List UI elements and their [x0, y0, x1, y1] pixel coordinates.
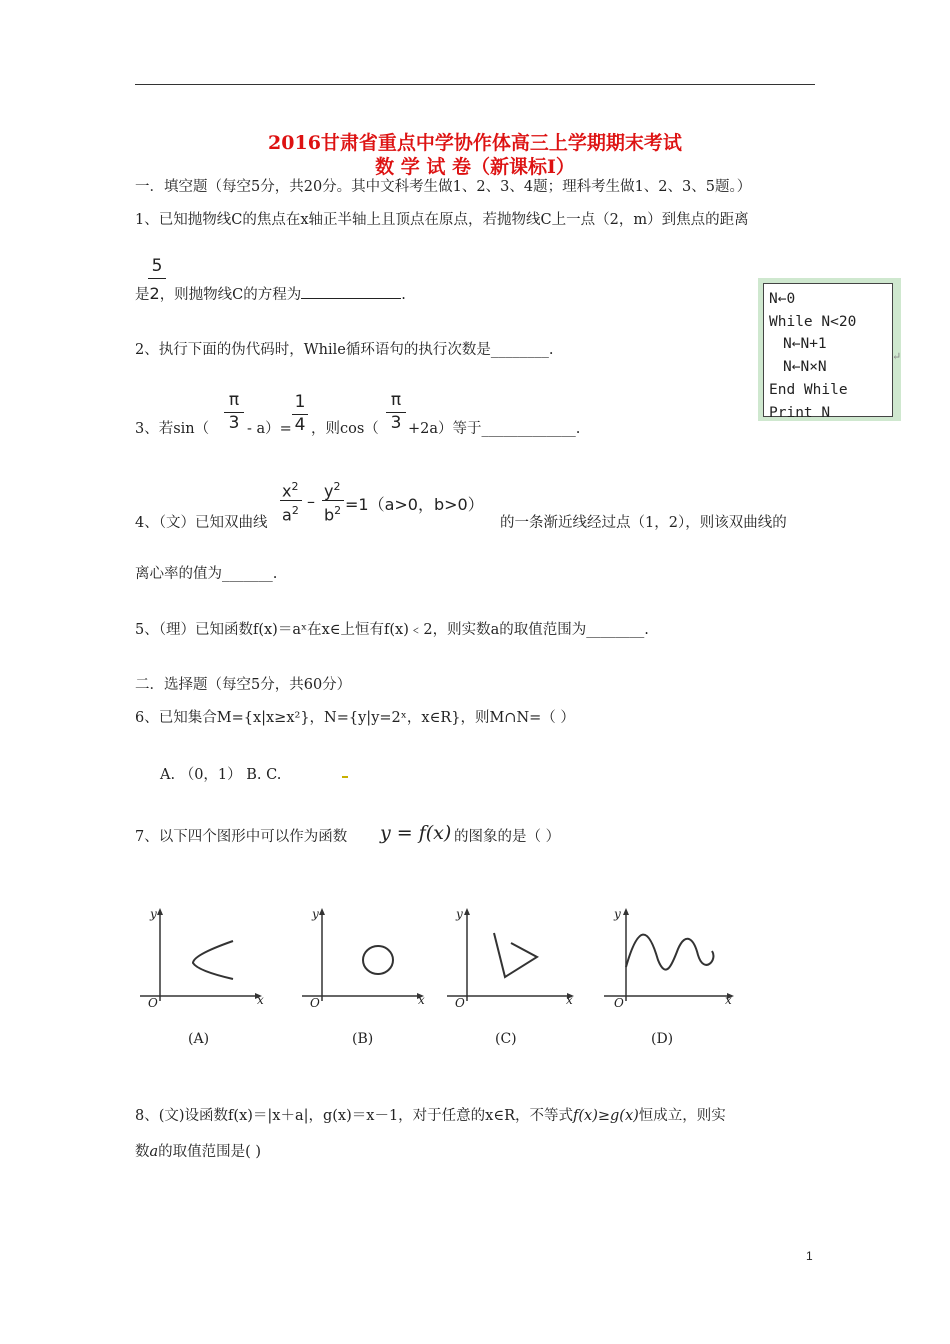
q3-fraction-pi-over-3-b: π 3 [386, 392, 406, 432]
question-1-line2: 是2，则抛物线C的方程为 . [135, 284, 406, 303]
q1-frac-den: 2 [149, 284, 160, 303]
question-3-prefix: 3、若sin（ [135, 421, 210, 437]
question-6: 6、已知集合M={x|x≥x²}，N={y|y=2ˣ，x∈R}，则M∩N=（ ） [135, 710, 575, 726]
question-8-line2: 数a的取值范围是( ) [135, 1144, 262, 1160]
code-line: End While [769, 382, 848, 398]
graph-d-origin: O [614, 996, 624, 1010]
y-arrow-icon [464, 908, 470, 915]
q3-fraction-one-quarter: 1 4 [292, 394, 308, 434]
graph-b-origin: O [310, 996, 320, 1010]
question-3-end: +2a）等于_____________. [408, 421, 581, 437]
curve-a [193, 941, 233, 979]
graph-caption-b: (B) [352, 1031, 374, 1047]
section-2-heading: 二．选择题（每空5分，共60分） [135, 677, 352, 693]
wave-d [626, 935, 713, 970]
graph-c-x-label: x [566, 993, 573, 1007]
y-arrow-icon [157, 908, 163, 915]
graph-b-x-label: x [418, 993, 425, 1007]
graph-b-y-label: y [312, 907, 319, 921]
question-2: 2、执行下面的伪代码时，While循环语句的执行次数是________. [135, 342, 554, 358]
graph-c-origin: O [455, 996, 465, 1010]
question-4-line2: 离心率的值为_______. [135, 566, 278, 582]
exam-title: 2016甘肃省重点中学协作体高三上学期期末考试 [268, 132, 682, 154]
question-3-mid2: ，则cos（ [311, 421, 379, 437]
hyperbola-equation: $x^2$ $a^2$ – $y^2$ $b^2$ =1（a>0，b>0） [282, 480, 484, 525]
code-line: N←N+1 [783, 336, 827, 352]
graph-a-x-label: x [257, 993, 264, 1007]
question-5: 5、（理）已知函数f(x)＝aˣ在x∈上恒有f(x)﹤2，则实数a的取值范围为________. [135, 622, 649, 638]
answer-blank[interactable] [301, 286, 401, 299]
code-line: Print N [769, 405, 831, 421]
question-4-suffix: 的一条渐近线经过点（1，2），则该双曲线的 [500, 515, 787, 531]
polyline-c [494, 933, 537, 977]
graph-caption-c: (C) [495, 1031, 517, 1047]
graph-a [138, 905, 268, 1010]
function-notation: y = f(x) [380, 822, 452, 844]
graph-d-y-label: y [614, 907, 621, 921]
question-3-mid1: - a）= [247, 421, 292, 437]
inequality: f(x)≥g(x) [573, 1108, 639, 1124]
graph-c [443, 905, 578, 1010]
q1-fraction: 5 [148, 258, 166, 281]
graph-a-y-label: y [150, 907, 157, 921]
question-7-prefix: 7、以下四个图形中可以作为函数 [135, 829, 348, 845]
question-4-prefix: 4、（文）已知双曲线 [135, 515, 268, 531]
question-8-line1: 8、(文)设函数f(x)＝|x＋a|，g(x)＝x－1，对于任意的x∈R，不等式f(x)≥g(x)恒成立，则实 [135, 1108, 726, 1124]
pseudocode-box [758, 278, 901, 421]
exam-subtitle: 数 学 试 卷（新课标Ⅰ） [375, 156, 575, 178]
graph-d-x-label: x [725, 993, 732, 1007]
question-6-options: A. （0，1） B. C. [160, 767, 282, 783]
return-mark-icon: ↵ [892, 350, 902, 363]
question-7-suffix: 的图象的是（ ） [454, 829, 561, 845]
code-line: N←0 [769, 291, 796, 307]
graph-a-origin: O [148, 996, 158, 1010]
section-1-heading: 一．填空题（每空5分，共20分。其中文科考生做1、2、3、4题；理科考生做1、2、3、5题。） [135, 179, 752, 195]
y-arrow-icon [623, 908, 629, 915]
code-line: While N<20 [769, 314, 857, 330]
graph-caption-d: (D) [651, 1031, 674, 1047]
circle-b [363, 946, 393, 974]
graph-caption-a: (A) [188, 1031, 210, 1047]
graph-c-y-label: y [456, 907, 463, 921]
code-line: N←N×N [783, 359, 827, 375]
q3-fraction-pi-over-3: π 3 [224, 392, 244, 432]
header-rule [135, 84, 815, 85]
image-placeholder-mark [342, 776, 348, 778]
y-arrow-icon [319, 908, 325, 915]
page-number: 1 [806, 1249, 813, 1263]
question-1-line1: 1、已知抛物线C的焦点在x轴正半轴上且顶点在原点，若抛物线C上一点（2，m）到焦点的距离 [135, 212, 749, 228]
